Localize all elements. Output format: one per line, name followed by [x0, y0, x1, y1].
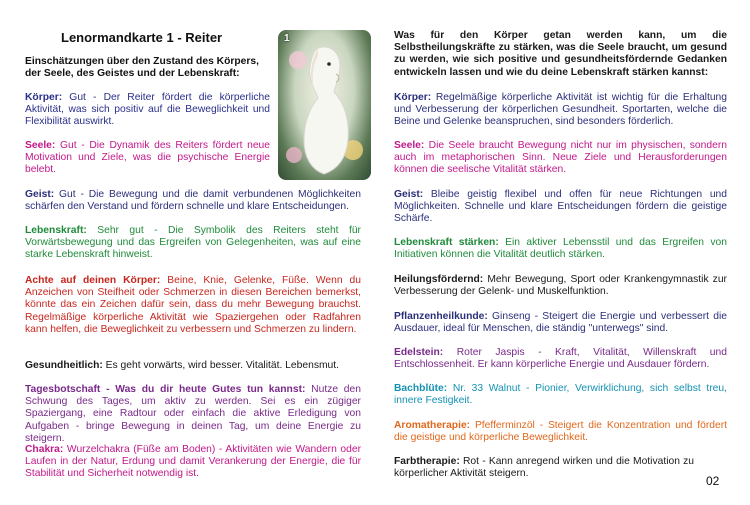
card-number: 1	[284, 33, 290, 44]
left-lebenskraft: Lebenskraft: Sehr gut - Die Symbolik des Reiters steht für Vorwärtsbewegung und das Ergreifen von Gelegenheiten, was auf eine starke Lebenskraft hinweist.	[25, 225, 361, 261]
white-horse-illustration	[278, 30, 371, 180]
right-bachbluete: Bachblüte: Nr. 33 Walnut - Pionier, Verwirklichung, sich selbst treu, innere Festigkeit.	[394, 383, 727, 407]
right-seele: Seele: Die Seele braucht Bewegung nicht nur im physischen, sondern auch im metaphorischen Sinn. Neue Ziele und Herausforderungen können die seelische Vitalität stärken.	[394, 140, 727, 176]
right-heilung: Heilungsfördernd: Mehr Bewegung, Sport oder Krankengymnastik zur Verbesserung der Gelenk- und Muskelfunktion.	[394, 274, 727, 298]
left-geist: Geist: Gut - Die Bewegung und die damit verbundenen Möglichkeiten schärfen den Verstand und fördern schnelle und klare Entscheidungen.	[25, 189, 361, 213]
right-pflanzen: Pflanzenheilkunde: Ginseng - Steigert die Energie und verbessert die Ausdauer, ideal für Menschen, die ständig "unterwegs" sind.	[394, 311, 727, 335]
right-aroma: Aromatherapie: Pfefferminzöl - Steigert die Konzentration und fördert die geistige und körperliche Beweglichkeit.	[394, 420, 727, 444]
left-koerper: Körper: Gut - Der Reiter fördert die körperliche Aktivität, was sich positiv auf die Beweglichkeit und Flexibilität auswirkt.	[25, 92, 270, 128]
right-edelstein: Edelstein: Roter Jaspis - Kraft, Vitalität, Willenskraft und Entschlossenheit. Er kann körperliche Energie und Ausdauer fördern.	[394, 347, 727, 371]
left-intro: Einschätzungen über den Zustand des Körpers, der Seele, des Geistes und der Lebenskraft:	[25, 56, 260, 80]
right-lebenskraft: Lebenskraft stärken: Ein aktiver Lebensstil und das Ergreifen von Initiativen können die Vitalität deutlich stärken.	[394, 237, 727, 261]
left-gesundheit: Gesundheitlich: Es geht vorwärts, wird besser. Vitalität. Lebensmut.	[25, 360, 339, 371]
left-tagesbotschaft: Tagesbotschaft - Was du dir heute Gutes tun kannst: Nutze den Schwung des Tages, um aktiv zu werden. Sei es ein zügiger Spaziergang, eine Radtour oder einfach die aktive Erledigung von Aufgaben - bringe Bewegung in deinen Tag, um deine Energie zu steigern.	[25, 384, 361, 444]
left-chakra: Chakra: Wurzelchakra (Füße am Boden) - Aktivitäten wie Wandern oder Laufen in der Natur, Erdung und damit Verankerung der Energie, die für Stabilität und Sicherheit notwendig ist.	[25, 444, 361, 480]
right-koerper: Körper: Regelmäßige körperliche Aktivität ist wichtig für die Erhaltung und Verbesserung der körperlichen Gesundheit. Sportarten, welche die Beine und Gelenke beanspruchen, sind besonders förderlich.	[394, 92, 727, 128]
right-intro: Was für den Körper getan werden kann, um die Selbstheilungskräfte zu stärken, was die Seele braucht, um gesund zu werden, wie sich positive und gesundheitsfördernde Gedanken entwickeln lassen und wie du deine Lebenskraft stärken kannst:	[394, 30, 727, 78]
right-farbe: Farbtherapie: Rot - Kann anregend wirken und die Motivation zu körperlicher Aktivität steigern.	[394, 456, 694, 480]
lenormand-card-image	[278, 30, 371, 180]
left-seele: Seele: Gut - Die Dynamik des Reiters fördert neue Motivation und Ziele, was die psychische Energie belebt.	[25, 140, 270, 176]
page-number: 02	[706, 474, 720, 488]
page-title: Lenormandkarte 1 - Reiter	[61, 30, 223, 45]
left-achte: Achte auf deinen Körper: Beine, Knie, Gelenke, Füße. Wenn du Anzeichen von Steifheit oder Schmerzen in diesen Bereichen bemerkst, könnte das ein Zeichen dafür sein, dass du mehr Bewegung brauchst. Regelmäßige körperliche Aktivität wie Spaziergehen oder Radfahren kann helfen, die Beweglichkeit zu verbessern und Schmerzen zu lindern.	[25, 275, 361, 335]
right-geist: Geist: Bleibe geistig flexibel und offen für neue Richtungen und Möglichkeiten. Schnelle und klare Entscheidungen fördern die geistige Schärfe.	[394, 189, 727, 225]
